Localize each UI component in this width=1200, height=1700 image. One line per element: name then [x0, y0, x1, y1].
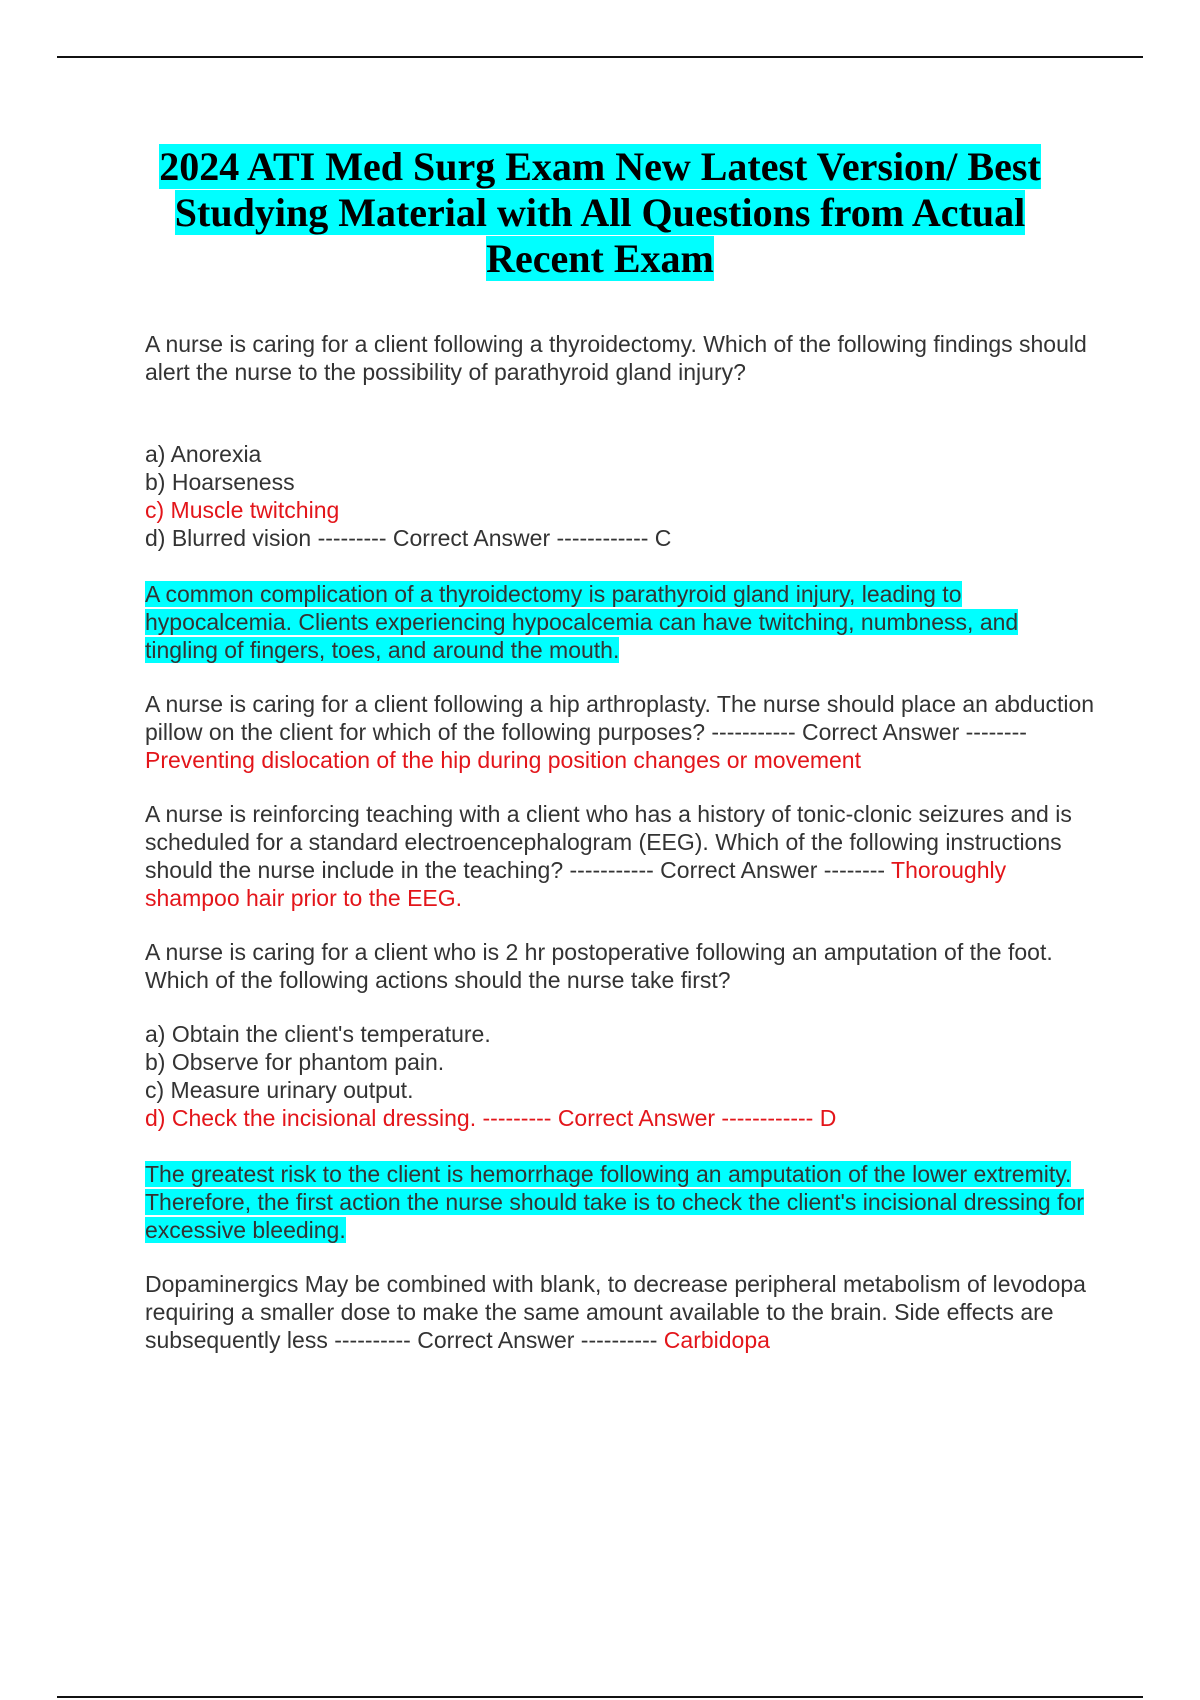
question-1-option-d: d) Blurred vision --------- Correct Answer ------------ C — [145, 525, 672, 551]
question-4-rationale-text: The greatest risk to the client is hemorrhage following an amputation of the lower extremity. Therefore, the first action the nurse should take is to check the client's incisional dressing for excessive bleeding. — [145, 1161, 1084, 1243]
question-3-stem: A nurse is reinforcing teaching with a client who has a history of tonic-clonic seizures and is scheduled for a standard electroencephalogram (EEG). Which of the following instructions should the nurse include in the teaching? ----------- Correct Answer -------- — [145, 801, 1072, 883]
title-line-2: Studying Material with All Questions from Actual — [174, 190, 1026, 235]
question-2-stem: A nurse is caring for a client following a hip arthroplasty. The nurse should place an abduction pillow on the client for which of the following purposes? ----------- Correct Answer -------- — [145, 691, 1095, 745]
question-1-option-b: b) Hoarseness — [145, 469, 295, 495]
question-1-option-c-correct: c) Muscle twitching — [145, 497, 340, 523]
question-4-rationale — [145, 1160, 1095, 1244]
question-4-option-c: c) Measure urinary output. — [145, 1077, 414, 1103]
question-2 — [145, 690, 1095, 774]
question-5-answer: Carbidopa — [663, 1327, 770, 1353]
question-4-stem: A nurse is caring for a client who is 2 hr postoperative following an amputation of the foot. Which of the following actions should the nurse take first? — [145, 939, 1053, 993]
question-3-answer: Thoroughly shampoo hair prior to the EEG. — [145, 857, 1007, 911]
document-title — [150, 144, 1050, 282]
question-4-option-b: b) Observe for phantom pain. — [145, 1049, 445, 1075]
question-1-rationale — [145, 580, 1095, 664]
question-4-option-d-correct: d) Check the incisional dressing. --------- Correct Answer ------------ D — [145, 1105, 837, 1131]
question-3 — [145, 800, 1095, 912]
top-rule — [57, 56, 1143, 58]
question-5 — [145, 1270, 1095, 1354]
title-line-1: 2024 ATI Med Surg Exam New Latest Version/ Best — [159, 144, 1041, 189]
title-line-3: Recent Exam — [486, 236, 714, 281]
question-2-answer: Preventing dislocation of the hip during position changes or movement — [145, 747, 861, 773]
question-5-stem: Dopaminergics May be combined with blank, to decrease peripheral metabolism of levodopa requiring a smaller dose to make the same amount available to the brain. Side effects are subsequently less ---------- Correct Answer ---------- — [145, 1271, 1086, 1353]
question-1-option-a: a) Anorexia — [145, 441, 262, 467]
question-1-stem: A nurse is caring for a client following a thyroidectomy. Which of the following findings should alert the nurse to the possibility of parathyroid gland injury? — [145, 331, 1087, 385]
question-1-rationale-text: A common complication of a thyroidectomy is parathyroid gland injury, leading to hypocalcemia. Clients experiencing hypocalcemia can have twitching, numbness, and tingling of fingers, toes, and around the mouth. — [145, 581, 1019, 663]
question-4-option-a: a) Obtain the client's temperature. — [145, 1021, 491, 1047]
question-list — [145, 330, 1095, 1354]
bottom-rule — [57, 1696, 1143, 1698]
